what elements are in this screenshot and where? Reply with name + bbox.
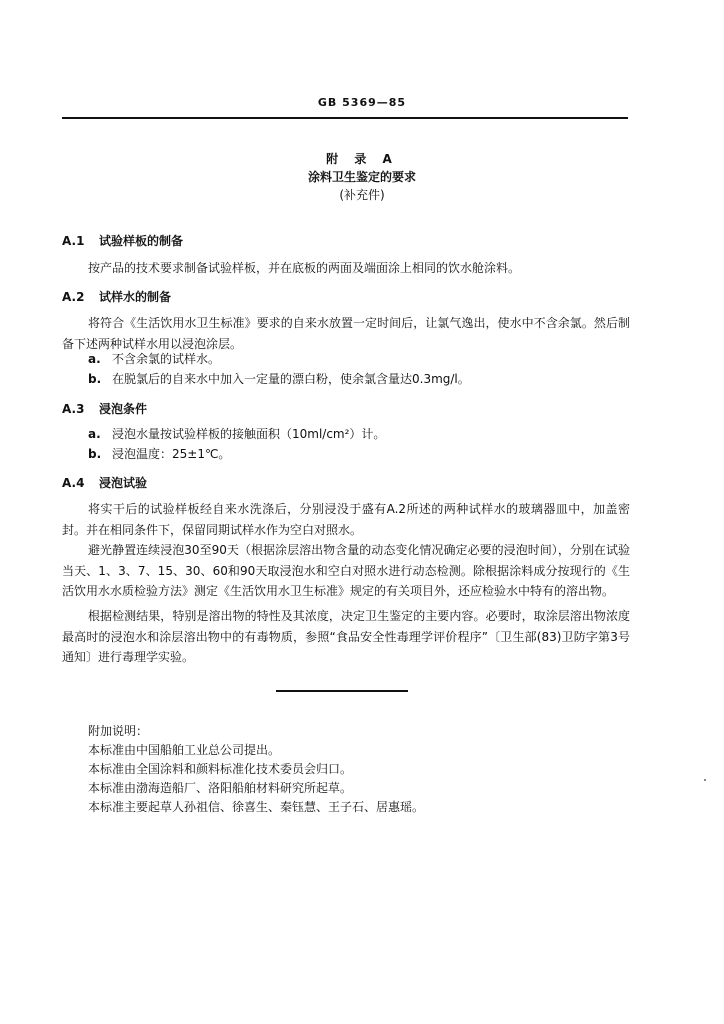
list-item-text: 不含余氯的试样水。 xyxy=(112,352,221,366)
paragraph-a4-2: 避光静置连续浸泡30至90天（根据涂层溶出物含量的动态变化情况确定必要的浸泡时间），分别在试验当天、1、3、7、15、30、60和90天取浸泡水和空白对照水进行动态检测。除根据涂料成分按现行的《生活饮用水水质检验方法》测定《生活饮用水卫生标准》规定的有关项目外，还应检验水中特有的溶出物。 xyxy=(62,543,630,598)
header-rule xyxy=(62,117,628,119)
notes-line: 本标准由中国船舶工业总公司提出。 xyxy=(88,743,281,757)
section-title: 试验样板的制备 xyxy=(99,234,184,248)
section-title: 浸泡条件 xyxy=(99,402,148,416)
paragraph-a2: 将符合《生活饮用水卫生标准》要求的自来水放置一定时间后，让氯气逸出，使水中不含余氯。然后制备下述两种试样水用以浸泡涂层。 xyxy=(62,316,630,351)
standard-code: GB 5369—85 xyxy=(317,96,407,109)
section-heading-a1 xyxy=(62,232,183,249)
list-item xyxy=(88,350,220,367)
section-title: 浸泡试验 xyxy=(99,476,148,490)
section-heading-a4 xyxy=(62,474,147,491)
list-item xyxy=(88,370,470,387)
list-item-label: a. xyxy=(88,352,101,366)
notes-line: 本标准由全国涂料和颜料标准化技术委员会归口。 xyxy=(88,762,353,776)
paragraph-a1: 按产品的技术要求制备试验样板，并在底板的两面及端面涂上相同的饮水舱涂料。 xyxy=(88,261,521,275)
section-number: A.4 xyxy=(62,476,85,490)
list-item-text: 浸泡水量按试验样板的接触面积（10ml/cm²）计。 xyxy=(112,427,386,441)
section-number: A.1 xyxy=(62,234,85,248)
list-item-text: 在脱氯后的自来水中加入一定量的漂白粉，使余氯含量达0.3mg/l。 xyxy=(112,372,470,386)
separator-rule xyxy=(276,690,408,692)
list-item-label: b. xyxy=(88,372,102,386)
paragraph-a4-1: 将实干后的试验样板经自来水洗涤后，分别浸没于盛有A.2所述的两种试样水的玻璃器皿中，加盖密封。并在相同条件下，保留同期试样水作为空白对照水。 xyxy=(62,502,630,537)
annex-label: 附 录 A xyxy=(326,152,398,166)
list-item xyxy=(88,445,230,462)
section-number: A.2 xyxy=(62,290,85,304)
notes-line: 本标准主要起草人孙祖信、徐喜生、秦钰慧、王子石、居惠瑶。 xyxy=(88,800,425,814)
annex-title: 涂料卫生鉴定的要求 xyxy=(307,170,416,184)
section-title: 试样水的制备 xyxy=(99,290,172,304)
list-item-text: 浸泡温度：25±1℃。 xyxy=(112,447,231,461)
section-heading-a2 xyxy=(62,288,171,305)
scan-speck xyxy=(704,779,706,781)
list-item-label: a. xyxy=(88,427,101,441)
section-number: A.3 xyxy=(62,402,85,416)
section-heading-a3 xyxy=(62,400,147,417)
notes-heading: 附加说明： xyxy=(88,724,149,738)
list-item-label: b. xyxy=(88,447,102,461)
paragraph-a4-3: 根据检测结果，特别是溶出物的特性及其浓度，决定卫生鉴定的主要内容。必要时，取涂层溶出物浓度最高时的浸泡水和涂层溶出物中的有毒物质，参照“食品安全性毒理学评价程序”〔卫生部(83)卫防字第3号通知〕进行毒理学实验。 xyxy=(62,609,630,664)
list-item xyxy=(88,425,385,442)
annex-subtitle: (补充件) xyxy=(339,188,385,202)
notes-line: 本标准由渤海造船厂、洛阳船舶材料研究所起草。 xyxy=(88,781,353,795)
